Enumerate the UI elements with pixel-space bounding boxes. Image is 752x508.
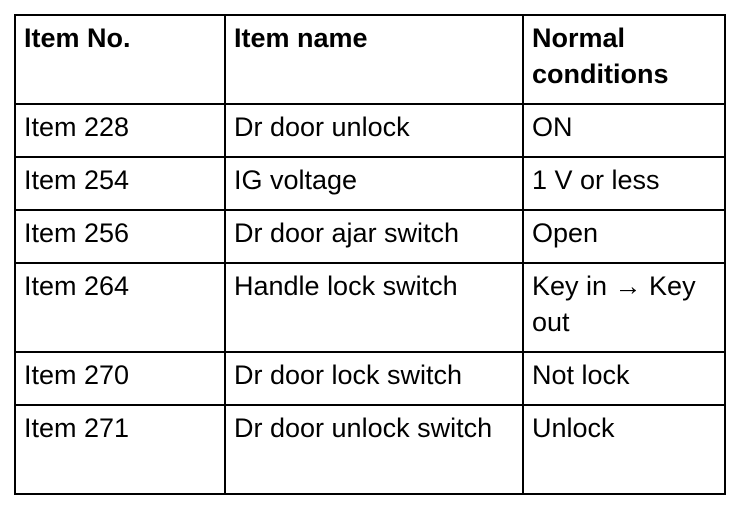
table-row: [15, 157, 725, 210]
item-no-cell: Item 256: [15, 210, 225, 263]
item-name-cell: Dr door unlock: [225, 104, 523, 157]
header-normal-conditions: Normal conditions: [523, 15, 725, 104]
item-no-cell: Item 228: [15, 104, 225, 157]
table-header-row: [15, 15, 725, 104]
table-row: [15, 405, 725, 494]
item-no-cell: Item 254: [15, 157, 225, 210]
item-name-cell: IG voltage: [225, 157, 523, 210]
item-no-cell: Item 270: [15, 352, 225, 405]
conditions-table: [14, 14, 726, 495]
normal-condition-cell: Unlock: [523, 405, 725, 494]
normal-condition-cell: Open: [523, 210, 725, 263]
table-row: [15, 104, 725, 157]
normal-condition-cell: Not lock: [523, 352, 725, 405]
item-name-cell: Handle lock switch: [225, 263, 523, 352]
item-no-cell: Item 271: [15, 405, 225, 494]
item-name-cell: Dr door ajar switch: [225, 210, 523, 263]
table-row: [15, 352, 725, 405]
normal-condition-cell: 1 V or less: [523, 157, 725, 210]
normal-condition-cell: ON: [523, 104, 725, 157]
table-row: [15, 263, 725, 352]
item-name-cell: Dr door unlock switch: [225, 405, 523, 494]
normal-condition-cell: Key in → Key out: [523, 263, 725, 352]
item-no-cell: Item 264: [15, 263, 225, 352]
table-row: [15, 210, 725, 263]
header-item-name: Item name: [225, 15, 523, 104]
item-name-cell: Dr door lock switch: [225, 352, 523, 405]
header-item-no: Item No.: [15, 15, 225, 104]
